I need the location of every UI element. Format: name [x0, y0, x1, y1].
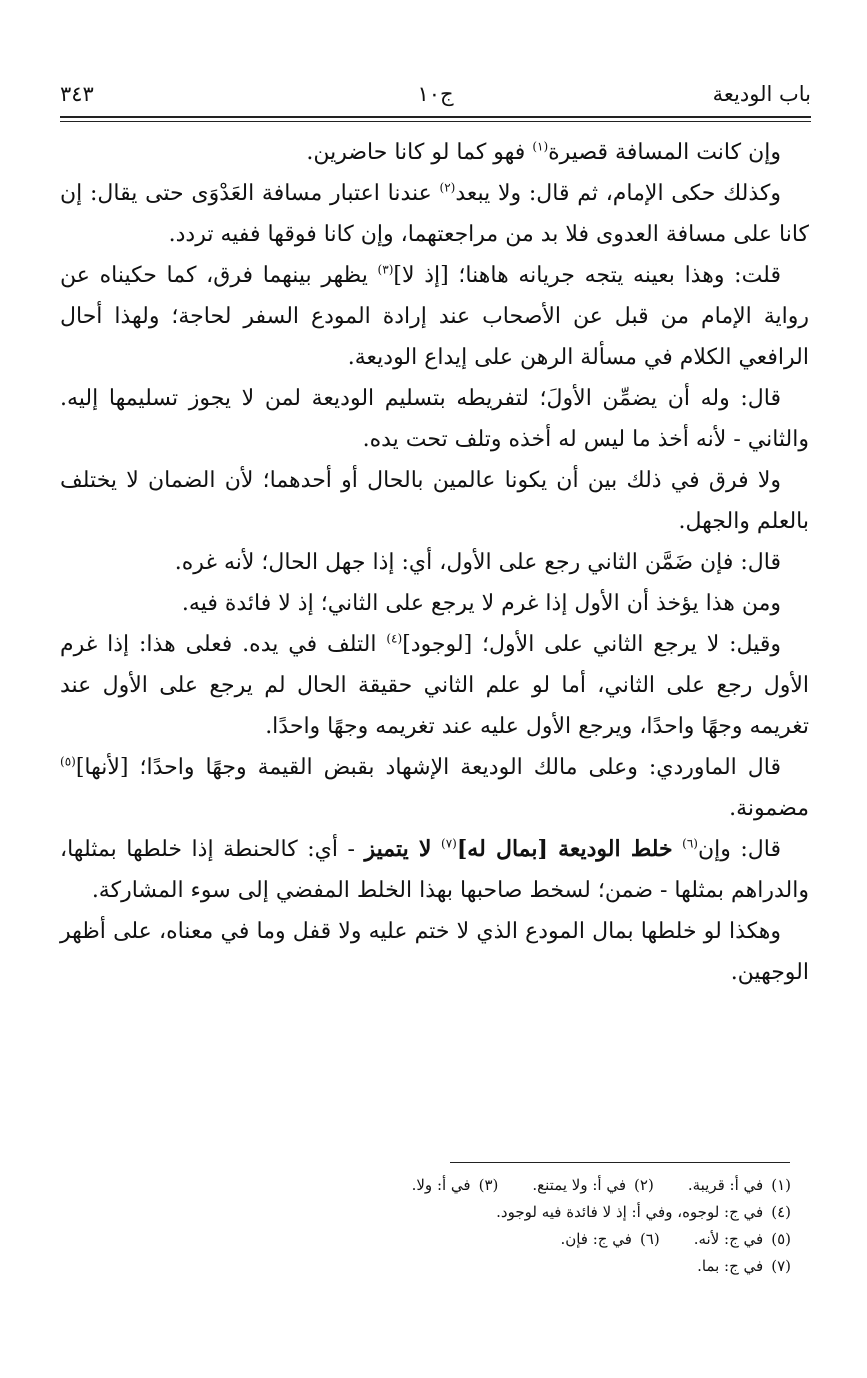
footnote-ref: (٢): [439, 180, 456, 195]
text-run: عندنا اعتبار مسافة العَدْوَى حتى يقال: إن كانا على مسافة العدوى فلا بد من مراجعتهما، وإن كانا فوقها ففيه تردد.: [60, 181, 809, 247]
text-run: وكذلك حكى الإمام، ثم قال: ولا يبعد: [455, 181, 781, 206]
footnote-ref: (٣): [377, 262, 394, 277]
footnote: [694, 1226, 791, 1253]
paragraph: [60, 173, 809, 255]
footnote-row: [60, 1226, 791, 1253]
text-run: ومن هذا يؤخذ أن الأول إذا غرم لا يرجع على الثاني؛ إذ لا فائدة فيه.: [181, 591, 781, 616]
paragraph: [60, 911, 809, 993]
text-run: يظهر بينهما فرق، كما حكيناه عن رواية الإمام من قبل عن الأصحاب عند إرادة المودع السفر لحاجة؛ ولهذا أحال الرافعي الكلام في مسألة الرهن على إيداع الوديعة.: [60, 263, 809, 370]
paragraph: [60, 542, 809, 583]
footnote-ref: (٥): [60, 754, 76, 769]
footnote-text: في أ: ولا.: [411, 1176, 471, 1194]
text-run: وهكذا لو خلطها بمال المودع الذي لا ختم عليه ولا قفل وما في معناه، على أظهر الوجهين.: [60, 919, 809, 985]
footnote: [560, 1226, 659, 1253]
footnote-ref: (١): [532, 139, 549, 154]
text-run: التلف في يده. فعلى هذا: إذا غرم الأول رجع على الثاني، أما لو علم الثاني حقيقة الحال لم يرجع على الأول عند تغريمه وجهًا واحدًا، ويرجع الأول عليه عند تغريمه وجهًا واحدًا.: [60, 632, 809, 739]
footnote-number: (٦): [639, 1230, 660, 1248]
footnote-number: (٥): [771, 1230, 791, 1248]
footnote-number: (٧): [771, 1257, 791, 1275]
text-run: وقيل: لا يرجع الثاني على الأول؛ [لوجود]: [402, 632, 781, 657]
matn-text: لا يتميز: [364, 836, 432, 862]
footnote-text: في ج: فإن.: [560, 1230, 632, 1248]
page-number: ٣٤٣: [60, 82, 94, 106]
footnote-row: [60, 1172, 791, 1199]
text-run: قال: فإن ضَمَّن الثاني رجع على الأول، أي: إذا جهل الحال؛ لأنه غره.: [174, 550, 781, 575]
footnote-separator: [450, 1162, 790, 1163]
footnote: [688, 1172, 791, 1199]
footnote-number: (٤): [771, 1203, 791, 1221]
paragraph: [60, 829, 809, 911]
footnote-ref: (٤): [386, 631, 403, 646]
paragraph: [60, 255, 809, 378]
text-run: [431, 837, 441, 862]
text-run: قلت: وهذا بعينه يتجه جريانه هاهنا؛ [إذ لا]: [393, 263, 781, 288]
footnote-number: (٣): [478, 1176, 499, 1194]
matn-text: خلط الوديعة [بمال له]: [456, 836, 673, 862]
paragraph: [60, 132, 809, 173]
paragraph: [60, 583, 809, 624]
footnote-number: (٢): [634, 1176, 654, 1194]
footnote-row: [60, 1199, 791, 1226]
footnote-number: (١): [771, 1176, 791, 1194]
header-rule-thin: [60, 121, 811, 122]
header-rule-thick: [60, 116, 811, 118]
text-run: ولا فرق في ذلك بين أن يكونا عالمين بالحال أو أحدهما؛ لأن الضمان لا يختلف بالعلم والجهل.: [60, 468, 809, 534]
footnote: [496, 1199, 791, 1226]
text-run: - أي: كالحنطة إذا خلطها بمثلها، والدراهم بمثلها - ضمن؛ لسخط صاحبها بهذا الخلط المفضي إلى سوء المشاركة.: [60, 837, 809, 903]
footnote-text: في ج: لوجوه، وفي أ: إذ لا فائدة فيه لوجود.: [496, 1203, 764, 1221]
footnote: [697, 1253, 791, 1280]
chapter-title: باب الوديعة: [712, 82, 811, 106]
footnote-text: في ج: لأنه.: [693, 1230, 764, 1248]
footnote-text: في أ: ولا يمتنع.: [532, 1176, 627, 1194]
paragraph: [60, 624, 809, 747]
footnote-text: في ج: بما.: [697, 1257, 764, 1275]
footnotes: [60, 1172, 791, 1280]
paragraph: [60, 460, 809, 542]
footnote-text: في أ: قريبة.: [687, 1176, 764, 1194]
paragraph: [60, 378, 809, 460]
volume-label: ج١٠: [417, 82, 454, 106]
footnote: [412, 1172, 499, 1199]
text-run: مضمونة.: [729, 796, 809, 821]
text-run: قال: وإن: [697, 837, 782, 862]
text-run: وإن كانت المسافة قصيرة: [548, 140, 781, 165]
body-text: [60, 132, 809, 993]
footnote: [532, 1172, 653, 1199]
text-run: قال: وله أن يضمِّن الأولَ؛ لتفريطه بتسليم الوديعة لمن لا يجوز تسليمها إليه. والثاني - لأنه أخذ ما ليس له أخذه وتلف تحت يده.: [60, 386, 809, 452]
footnote-ref: (٦): [682, 836, 698, 851]
footnote-row: [60, 1253, 791, 1280]
text-run: فهو كما لو كانا حاضرين.: [306, 140, 533, 165]
paragraph: [60, 747, 809, 829]
page-header: [60, 78, 811, 114]
text-run: قال الماوردي: وعلى مالك الوديعة الإشهاد بقبض القيمة وجهًا واحدًا؛ [لأنها]: [75, 755, 781, 780]
footnote-ref: (٧): [441, 836, 457, 851]
text-run: [673, 837, 683, 862]
